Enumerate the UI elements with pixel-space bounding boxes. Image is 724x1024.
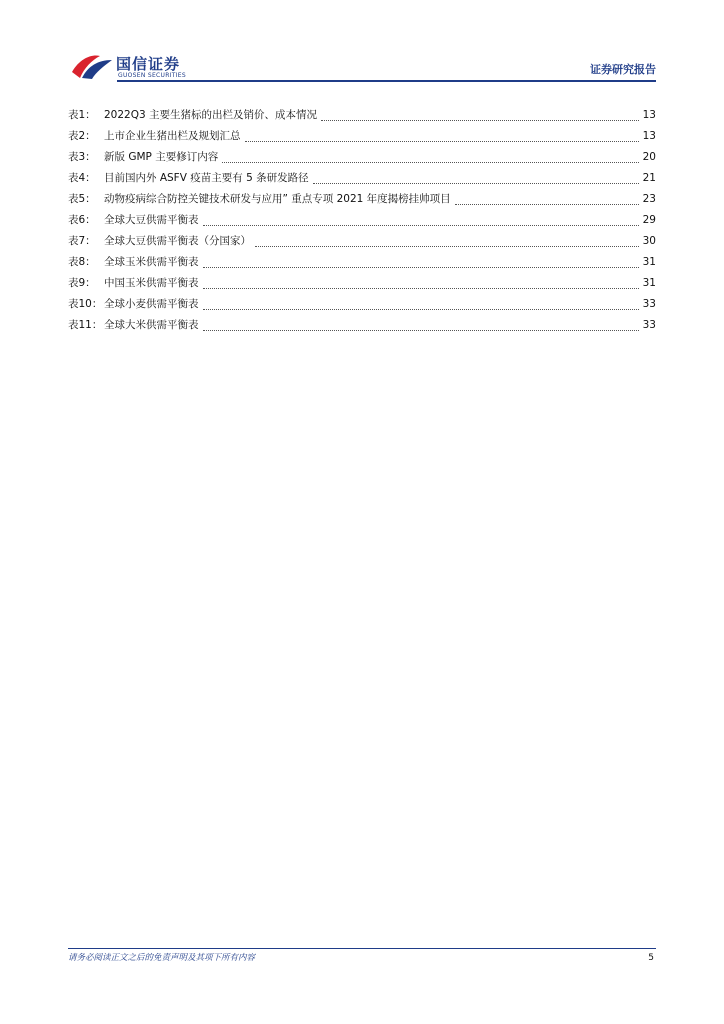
toc-entry-title: 2022Q3 主要生猪标的出栏及销价、成本情况: [104, 109, 318, 121]
toc-entry-number: 表9：: [68, 277, 96, 289]
toc-entry-page: 13: [642, 109, 656, 121]
toc-entry-title: 上市企业生猪出栏及规划汇总: [104, 130, 241, 142]
toc-entry-title: 全球大豆供需平衡表（分国家）: [104, 235, 251, 247]
table-of-contents: [68, 107, 656, 338]
toc-entry[interactable]: [68, 149, 656, 170]
toc-entry-title: 全球大米供需平衡表: [104, 319, 199, 331]
toc-leader-dots: [203, 288, 639, 289]
toc-entry[interactable]: [68, 233, 656, 254]
toc-entry[interactable]: [68, 170, 656, 191]
toc-entry-page: 33: [642, 298, 656, 310]
toc-entry-page: 31: [642, 256, 656, 268]
toc-entry-page: 20: [642, 151, 656, 163]
footer-divider: [68, 948, 656, 949]
toc-leader-dots: [321, 120, 639, 121]
toc-entry-page: 30: [642, 235, 656, 247]
toc-entry-title: 全球大豆供需平衡表: [104, 214, 199, 226]
toc-leader-dots: [203, 267, 639, 268]
toc-leader-dots: [203, 330, 639, 331]
page-number: 5: [648, 953, 654, 963]
toc-entry-number: 表2：: [68, 130, 96, 142]
toc-entry[interactable]: [68, 296, 656, 317]
toc-entry-number: 表11：: [68, 319, 103, 331]
disclaimer-note: 请务必阅读正文之后的免责声明及其项下所有内容: [68, 953, 256, 963]
logo-chinese-name: 国信证券: [116, 55, 181, 73]
toc-entry-number: 表1：: [68, 109, 96, 121]
toc-entry-number: 表7：: [68, 235, 96, 247]
toc-entry-title: 全球玉米供需平衡表: [104, 256, 199, 268]
toc-entry-page: 23: [642, 193, 656, 205]
toc-entry[interactable]: [68, 317, 656, 338]
toc-entry-page: 33: [642, 319, 656, 331]
toc-entry-title: 中国玉米供需平衡表: [104, 277, 199, 289]
toc-entry-number: 表3：: [68, 151, 96, 163]
toc-entry[interactable]: [68, 254, 656, 275]
toc-leader-dots: [203, 225, 639, 226]
toc-entry-number: 表4：: [68, 172, 96, 184]
toc-entry-page: 29: [642, 214, 656, 226]
toc-entry[interactable]: [68, 275, 656, 296]
toc-entry-title: 新版 GMP 主要修订内容: [104, 151, 219, 163]
toc-leader-dots: [455, 204, 639, 205]
toc-entry-title: 动物疫病综合防控关键技术研发与应用” 重点专项 2021 年度揭榜挂帅项目: [104, 193, 451, 205]
toc-entry[interactable]: [68, 128, 656, 149]
toc-entry-page: 13: [642, 130, 656, 142]
toc-entry-page: 21: [642, 172, 656, 184]
toc-entry-number: 表10：: [68, 298, 103, 310]
toc-entry-title: 目前国内外 ASFV 疫苗主要有 5 条研发路径: [104, 172, 309, 184]
toc-leader-dots: [245, 141, 639, 142]
toc-leader-dots: [222, 162, 638, 163]
report-type-title: 证券研究报告: [590, 63, 656, 76]
guosen-logo-icon: [70, 50, 114, 80]
toc-leader-dots: [313, 183, 639, 184]
toc-entry[interactable]: [68, 212, 656, 233]
toc-entry-number: 表8：: [68, 256, 96, 268]
toc-leader-dots: [203, 309, 639, 310]
toc-entry[interactable]: [68, 107, 656, 128]
toc-entry-number: 表6：: [68, 214, 96, 226]
toc-entry-title: 全球小麦供需平衡表: [104, 298, 199, 310]
toc-entry[interactable]: [68, 191, 656, 212]
toc-leader-dots: [255, 246, 639, 247]
logo-english-name: GUOSEN SECURITIES: [118, 72, 187, 79]
header-divider: [117, 80, 656, 82]
toc-entry-page: 31: [642, 277, 656, 289]
toc-entry-number: 表5：: [68, 193, 96, 205]
